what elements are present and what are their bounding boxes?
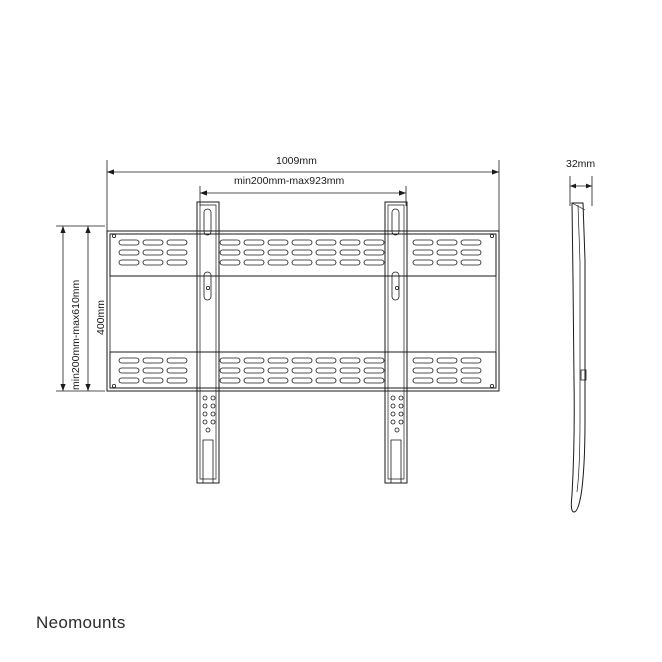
dimension-label-total-width: 1009mm [276,155,317,167]
front-view [107,202,499,483]
dimension-label-adjustable-width: min200mm-max923mm [234,175,345,187]
dimension-label-adjustable-height: min200mm-max610mm [70,279,82,390]
side-view [570,176,592,512]
brand-logo-text: Neomounts [36,613,126,632]
vertical-bracket-right [385,202,407,483]
end-plates [110,234,496,388]
rail-center-holes [206,286,398,289]
dimension-lines-side [570,176,592,206]
vertical-bracket-left [197,202,219,483]
rail-screw-holes [112,234,493,387]
dimension-label-depth: 32mm [566,158,596,170]
dimension-label-plate-height: 400mm [95,299,107,335]
slot-holes-upper [119,240,481,265]
slot-holes-lower [119,358,481,383]
